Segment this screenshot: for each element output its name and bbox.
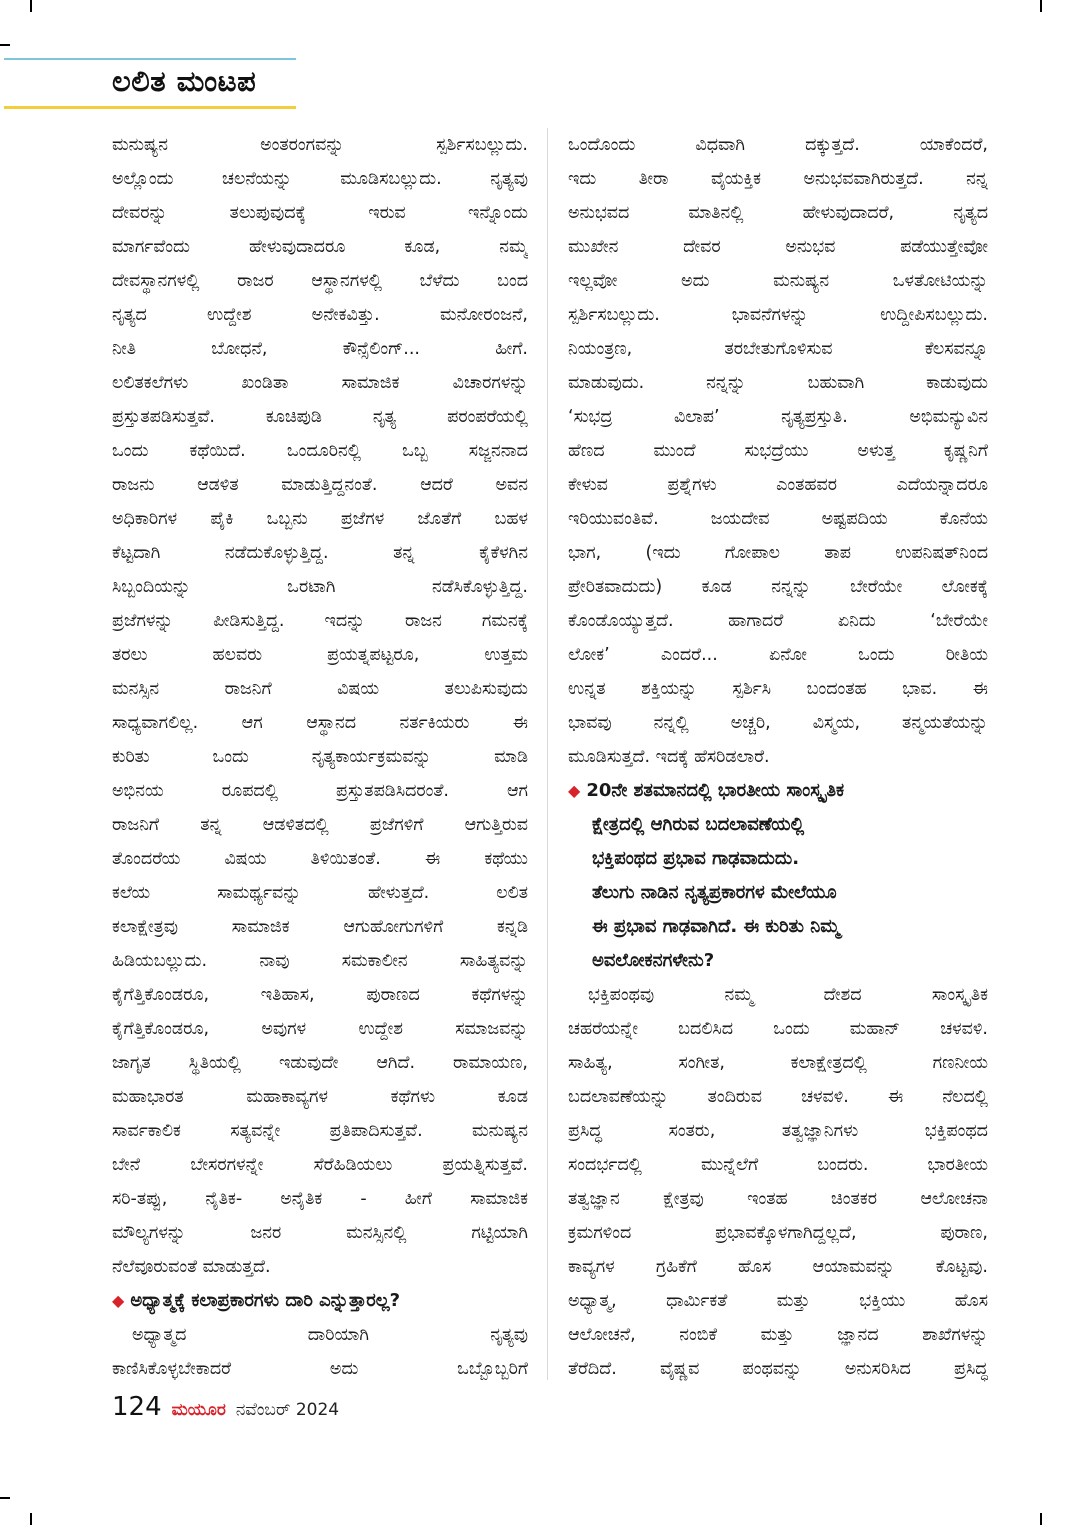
question-text: 20ನೇ ಶತಮಾನದಲ್ಲಿ ಭಾರತೀಯ ಸಾಂಸ್ಕೃತಿಕ: [586, 780, 845, 801]
text-line: ಪ್ರಸ್ತುತಪಡಿಸುತ್ತವೆ. ಕೂಚಿಪುಡಿ ನೃತ್ಯ ಪರಂಪರೆಯಲ್ಲಿ: [112, 407, 528, 427]
text-line: ಅಭಿನಯ ರೂಪದಲ್ಲಿ ಪ್ರಸ್ತುತಪಡಿಸಿದರಂತೆ. ಆಗ: [112, 781, 528, 801]
section-title: ಲಲಿತ ಮಂಟಪ: [112, 64, 257, 98]
text-line: ಅಲ್ಲೊಂದು ಚಲನೆಯನ್ನು ಮೂಡಿಸಬಲ್ಲುದು. ನೃತ್ಯವು: [112, 169, 528, 189]
text-line: ಕೆಟ್ಟದಾಗಿ ನಡೆದುಕೊಳ್ಳುತ್ತಿದ್ದ. ತನ್ನ ಕೈಕೆಳಗಿನ: [112, 543, 528, 563]
text-line: ತೊಂದರೆಯ ವಿಷಯ ತಿಳಿಯಿತಂತೆ. ಈ ಕಥೆಯು: [112, 849, 528, 869]
text-line: ನೃತ್ಯದ ಉದ್ದೇಶ ಅನೇಕವಿತ್ತು. ಮನೋರಂಜನೆ,: [112, 305, 528, 325]
text-line: ಇರಿಯುವಂತಿವೆ. ಜಯದೇವ ಅಷ್ಟಪದಿಯ ಕೊನೆಯ: [568, 509, 988, 529]
text-line: ಪ್ರಜೆಗಳನ್ನು ಪೀಡಿಸುತ್ತಿದ್ದ. ಇದನ್ನು ರಾಜನ ಗಮನಕ್ಕೆ: [112, 611, 528, 631]
text-line: ಮಾರ್ಗವೆಂದು ಹೇಳುವುದಾದರೂ ಕೂಡ, ನಮ್ಮ: [112, 237, 528, 257]
crop-mark: [30, 1513, 32, 1525]
left-column: [112, 128, 528, 1386]
text-line: ರಾಜನು ಆಡಳಿತ ಮಾಡುತ್ತಿದ್ದನಂತೆ. ಆದರೆ ಅವನ: [112, 475, 528, 495]
text-line: ನೀತಿ ಬೋಧನೆ, ಕೌನ್ಸೆಲಿಂಗ್... ಹೀಗೆ.: [112, 339, 528, 359]
text-line: ಜಾಗೃತ ಸ್ಥಿತಿಯಲ್ಲಿ ಇಡುವುದೇ ಆಗಿದೆ. ರಾಮಾಯಣ,: [112, 1053, 528, 1073]
text-line: ‘ಸುಭದ್ರ ವಿಲಾಪ’ ನೃತ್ಯಪ್ರಸ್ತುತಿ. ಅಭಿಮನ್ಯುವಿನ: [568, 407, 988, 427]
text-line: ಆಲೋಚನೆ, ನಂಬಿಕೆ ಮತ್ತು ಜ್ಞಾನದ ಶಾಖೆಗಳನ್ನು: [568, 1325, 988, 1345]
question-text: ಕ್ಷೇತ್ರದಲ್ಲಿ ಆಗಿರುವ ಬದಲಾವಣೆಯಲ್ಲಿ: [592, 814, 805, 835]
text-line: ಮನಸ್ಸಿನ ರಾಜನಿಗೆ ವಿಷಯ ತಲುಪಿಸುವುದು: [112, 679, 528, 699]
text-line: ರಾಜನಿಗೆ ತನ್ನ ಆಡಳಿತದಲ್ಲಿ ಪ್ರಜೆಗಳಿಗೆ ಆಗುತ್ತಿರುವ: [112, 815, 528, 835]
text-line: ತರಲು ಹಲವರು ಪ್ರಯತ್ನಪಟ್ಟರೂ, ಉತ್ತಮ: [112, 645, 528, 665]
diamond-bullet-icon: ◆: [568, 781, 581, 800]
text-line: ಅಧ್ಯಾತ್ಮದ ದಾರಿಯಾಗಿ ನೃತ್ಯವು: [132, 1325, 528, 1345]
text-line: ಪ್ರಸಿದ್ಧ ಸಂತರು, ತತ್ವಜ್ಞಾನಿಗಳು ಭಕ್ತಿಪಂಥದ: [568, 1121, 988, 1141]
text-line: ಕಲೆಯ ಸಾಮರ್ಥ್ಯವನ್ನು ಹೇಳುತ್ತದೆ. ಲಲಿತ: [112, 883, 528, 903]
text-line: ಭಾವವು ನನ್ನಲ್ಲಿ ಅಚ್ಚರಿ, ವಿಸ್ಮಯ, ತನ್ಮಯತೆಯನ್ನು: [568, 713, 988, 733]
text-line: ಸಾರ್ವಕಾಲಿಕ ಸತ್ಯವನ್ನೇ ಪ್ರತಿಪಾದಿಸುತ್ತವೆ. ಮನುಷ್ಯನ: [112, 1121, 528, 1141]
text-line: ಪ್ರೇರಿತವಾದುದು) ಕೂಡ ನನ್ನನ್ನು ಬೇರೆಯೇ ಲೋಕಕ್ಕೆ: [568, 577, 988, 597]
text-line: ಅನುಭವದ ಮಾತಿನಲ್ಲಿ ಹೇಳುವುದಾದರೆ, ನೃತ್ಯದ: [568, 203, 988, 223]
text-line: ಕಲಾಕ್ಷೇತ್ರವು ಸಾಮಾಜಿಕ ಆಗುಹೋಗುಗಳಿಗೆ ಕನ್ನಡಿ: [112, 917, 528, 937]
question-text: ಭಕ್ತಿಪಂಥದ ಪ್ರಭಾವ ಗಾಢವಾದುದು.: [592, 848, 800, 869]
crop-mark: [0, 44, 10, 46]
question-text: ಅಧ್ಯಾತ್ಮಕ್ಕೆ ಕಲಾಪ್ರಕಾರಗಳು ದಾರಿ ಎನ್ನುತ್ತಾರಲ್ಲ?: [130, 1290, 401, 1311]
text-line: ಒಂದೊಂದು ವಿಧವಾಗಿ ದಕ್ಕುತ್ತದೆ. ಯಾಕೆಂದರೆ,: [568, 135, 988, 155]
text-line: ಮನುಷ್ಯನ ಅಂತರಂಗವನ್ನು ಸ್ಪರ್ಶಿಸಬಲ್ಲುದು.: [112, 135, 528, 155]
page-footer: [112, 1392, 339, 1432]
text-line: ಕುರಿತು ಒಂದು ನೃತ್ಯಕಾರ್ಯಕ್ರಮವನ್ನು ಮಾಡಿ: [112, 747, 528, 767]
text-line: ಲೋಕ’ ಎಂದರೆ... ಏನೋ ಒಂದು ರೀತಿಯ: [568, 645, 988, 665]
text-line: ಕೈಗೆತ್ತಿಕೊಂಡರೂ, ಅವುಗಳ ಉದ್ದೇಶ ಸಮಾಜವನ್ನು: [112, 1019, 528, 1039]
text-line: ಕೇಳುವ ಪ್ರಶ್ನೆಗಳು ಎಂತಹವರ ಎದೆಯನ್ನಾದರೂ: [568, 475, 988, 495]
text-line: ಮೂಡಿಸುತ್ತದೆ. ಇದಕ್ಕೆ ಹೆಸರಿಡಲಾರೆ.: [568, 747, 770, 767]
interview-question: [568, 774, 988, 808]
text-line: ಸರಿ-ತಪ್ಪು, ನೈತಿಕ- ಅನೈತಿಕ - ಹೀಗೆ ಸಾಮಾಜಿಕ: [112, 1189, 528, 1209]
right-column: [568, 128, 988, 1386]
text-line: ಸಂದರ್ಭದಲ್ಲಿ ಮುನ್ನೆಲೆಗೆ ಬಂದರು. ಭಾರತೀಯ: [568, 1155, 988, 1175]
crop-mark: [0, 1497, 10, 1499]
crop-mark: [1040, 1513, 1042, 1525]
text-line: ಕೈಗೆತ್ತಿಕೊಂಡರೂ, ಇತಿಹಾಸ, ಪುರಾಣದ ಕಥೆಗಳನ್ನು: [112, 985, 528, 1005]
issue-date: ನವೆಂಬರ್ 2024: [235, 1400, 340, 1420]
question-text: ತೆಲುಗು ನಾಡಿನ ನೃತ್ಯಪ್ರಕಾರಗಳ ಮೇಲೆಯೂ: [592, 882, 837, 903]
text-line: ಸಾಹಿತ್ಯ, ಸಂಗೀತ, ಕಲಾಕ್ಷೇತ್ರದಲ್ಲಿ ಗಣನೀಯ: [568, 1053, 988, 1073]
diamond-bullet-icon: ◆: [112, 1291, 125, 1310]
text-line: ಸ್ಪರ್ಶಿಸಬಲ್ಲುದು. ಭಾವನೆಗಳನ್ನು ಉದ್ದೀಪಿಸಬಲ್ಲುದು.: [568, 305, 988, 325]
text-line: ಬದಲಾವಣೆಯನ್ನು ತಂದಿರುವ ಚಳವಳಿ. ಈ ನೆಲದಲ್ಲಿ: [568, 1087, 988, 1107]
text-line: ಇಲ್ಲವೋ ಅದು ಮನುಷ್ಯನ ಒಳತೋಟಿಯನ್ನು: [568, 271, 988, 291]
crop-mark: [30, 0, 32, 12]
header-rule-bottom: [4, 106, 296, 109]
text-line: ಹಿಡಿಯಬಲ್ಲುದು. ನಾವು ಸಮಕಾಲೀನ ಸಾಹಿತ್ಯವನ್ನು: [112, 951, 528, 971]
column-divider: [547, 128, 548, 1380]
text-line: ಮಹಾಭಾರತ ಮಹಾಕಾವ್ಯಗಳ ಕಥೆಗಳು ಕೂಡ: [112, 1087, 528, 1107]
question-text: ಈ ಪ್ರಭಾವ ಗಾಢವಾಗಿದೆ. ಈ ಕುರಿತು ನಿಮ್ಮ: [592, 916, 840, 937]
text-line: ಕ್ರಮಗಳಿಂದ ಪ್ರಭಾವಕ್ಕೊಳಗಾಗಿದ್ದಲ್ಲದೆ, ಪುರಾಣ,: [568, 1223, 988, 1243]
text-line: ಕೊಂಡೊಯ್ಯುತ್ತದೆ. ಹಾಗಾದರೆ ಏನಿದು ‘ಬೇರೆಯೇ: [568, 611, 988, 631]
question-text: ಅವಲೋಕನಗಳೇನು?: [592, 950, 715, 971]
text-line: ನೆಲೆವೂರುವಂತೆ ಮಾಡುತ್ತದೆ.: [112, 1257, 271, 1277]
magazine-logo: ಮಯೂರ: [171, 1400, 226, 1420]
text-line: ಬೇನೆ ಬೇಸರಗಳನ್ನೇ ಸೆರೆಹಿಡಿಯಲು ಪ್ರಯತ್ನಿಸುತ್ತವೆ.: [112, 1155, 528, 1175]
text-line: ಭಕ್ತಿಪಂಥವು ನಮ್ಮ ದೇಶದ ಸಾಂಸ್ಕೃತಿಕ: [588, 985, 988, 1005]
text-line: ಲಲಿತಕಲೆಗಳು ಖಂಡಿತಾ ಸಾಮಾಜಿಕ ವಿಚಾರಗಳನ್ನು: [112, 373, 528, 393]
text-line: ಅಧಿಕಾರಿಗಳ ಪೈಕಿ ಒಬ್ಬನು ಪ್ರಜೆಗಳ ಜೊತೆಗೆ ಬಹಳ: [112, 509, 528, 529]
text-line: ಸಿಬ್ಬಂದಿಯನ್ನು ಒರಟಾಗಿ ನಡೆಸಿಕೊಳ್ಳುತ್ತಿದ್ದ.: [112, 577, 528, 597]
text-line: ಚಹರೆಯನ್ನೇ ಬದಲಿಸಿದ ಒಂದು ಮಹಾನ್ ಚಳವಳಿ.: [568, 1019, 988, 1039]
text-line: ತತ್ವಜ್ಞಾನ ಕ್ಷೇತ್ರವು ಇಂತಹ ಚಿಂತಕರ ಆಲೋಚನಾ: [568, 1189, 988, 1209]
page-number: 124: [112, 1392, 162, 1422]
text-line: ಮೌಲ್ಯಗಳನ್ನು ಜನರ ಮನಸ್ಸಿನಲ್ಲಿ ಗಟ್ಟಿಯಾಗಿ: [112, 1223, 528, 1243]
crop-mark: [1040, 0, 1042, 12]
interview-question: [112, 1284, 528, 1318]
text-line: ಹೆಣದ ಮುಂದೆ ಸುಭದ್ರೆಯು ಅಳುತ್ತ ಕೃಷ್ಣನಿಗೆ: [568, 441, 988, 461]
text-line: ಉನ್ನತ ಶಕ್ತಿಯನ್ನು ಸ್ಪರ್ಶಿಸಿ ಬಂದಂತಹ ಭಾವ. ಈ: [568, 679, 988, 699]
header-rule-top: [4, 58, 296, 60]
text-line: ನಿಯಂತ್ರಣ, ತರಬೇತುಗೊಳಿಸುವ ಕೆಲಸವನ್ನೂ: [568, 339, 988, 359]
text-line: ದೇವರನ್ನು ತಲುಪುವುದಕ್ಕೆ ಇರುವ ಇನ್ನೊಂದು: [112, 203, 528, 223]
text-line: ಭಾಗ, (ಇದು ಗೋಪಾಲ ತಾಪ ಉಪನಿಷತ್‌ನಿಂದ: [568, 543, 988, 563]
text-line: ಅಧ್ಯಾತ್ಮ, ಧಾರ್ಮಿಕತೆ ಮತ್ತು ಭಕ್ತಿಯು ಹೊಸ: [568, 1291, 988, 1311]
section-header: [0, 58, 300, 110]
text-line: ಮುಖೇನ ದೇವರ ಅನುಭವ ಪಡೆಯುತ್ತೇವೋ: [568, 237, 988, 257]
text-line: ಇದು ತೀರಾ ವೈಯಕ್ತಿಕ ಅನುಭವವಾಗಿರುತ್ತದೆ. ನನ್ನ: [568, 169, 988, 189]
text-line: ಕಾಣಿಸಿಕೊಳ್ಳಬೇಕಾದರೆ ಅದು ಒಬ್ಬೊಬ್ಬರಿಗೆ: [112, 1359, 528, 1379]
text-line: ತೆರೆದಿದೆ. ವೈಷ್ಣವ ಪಂಥವನ್ನು ಅನುಸರಿಸಿದ ಪ್ರಸಿದ್ಧ: [568, 1359, 988, 1379]
text-line: ಕಾವ್ಯಗಳ ಗ್ರಹಿಕೆಗೆ ಹೊಸ ಆಯಾಮವನ್ನು ಕೊಟ್ಟವು.: [568, 1257, 988, 1277]
text-line: ಒಂದು ಕಥೆಯಿದೆ. ಒಂದೂರಿನಲ್ಲಿ ಒಬ್ಬ ಸಜ್ಜನನಾದ: [112, 441, 528, 461]
text-line: ಮಾಡುವುದು. ನನ್ನನ್ನು ಬಹುವಾಗಿ ಕಾಡುವುದು: [568, 373, 988, 393]
text-line: ದೇವಸ್ಥಾನಗಳಲ್ಲಿ ರಾಜರ ಆಸ್ಥಾನಗಳಲ್ಲಿ ಬೆಳೆದು ಬಂದ: [112, 271, 528, 291]
text-line: ಸಾಧ್ಯವಾಗಲಿಲ್ಲ. ಆಗ ಆಸ್ಥಾನದ ನರ್ತಕಿಯರು ಈ: [112, 713, 528, 733]
